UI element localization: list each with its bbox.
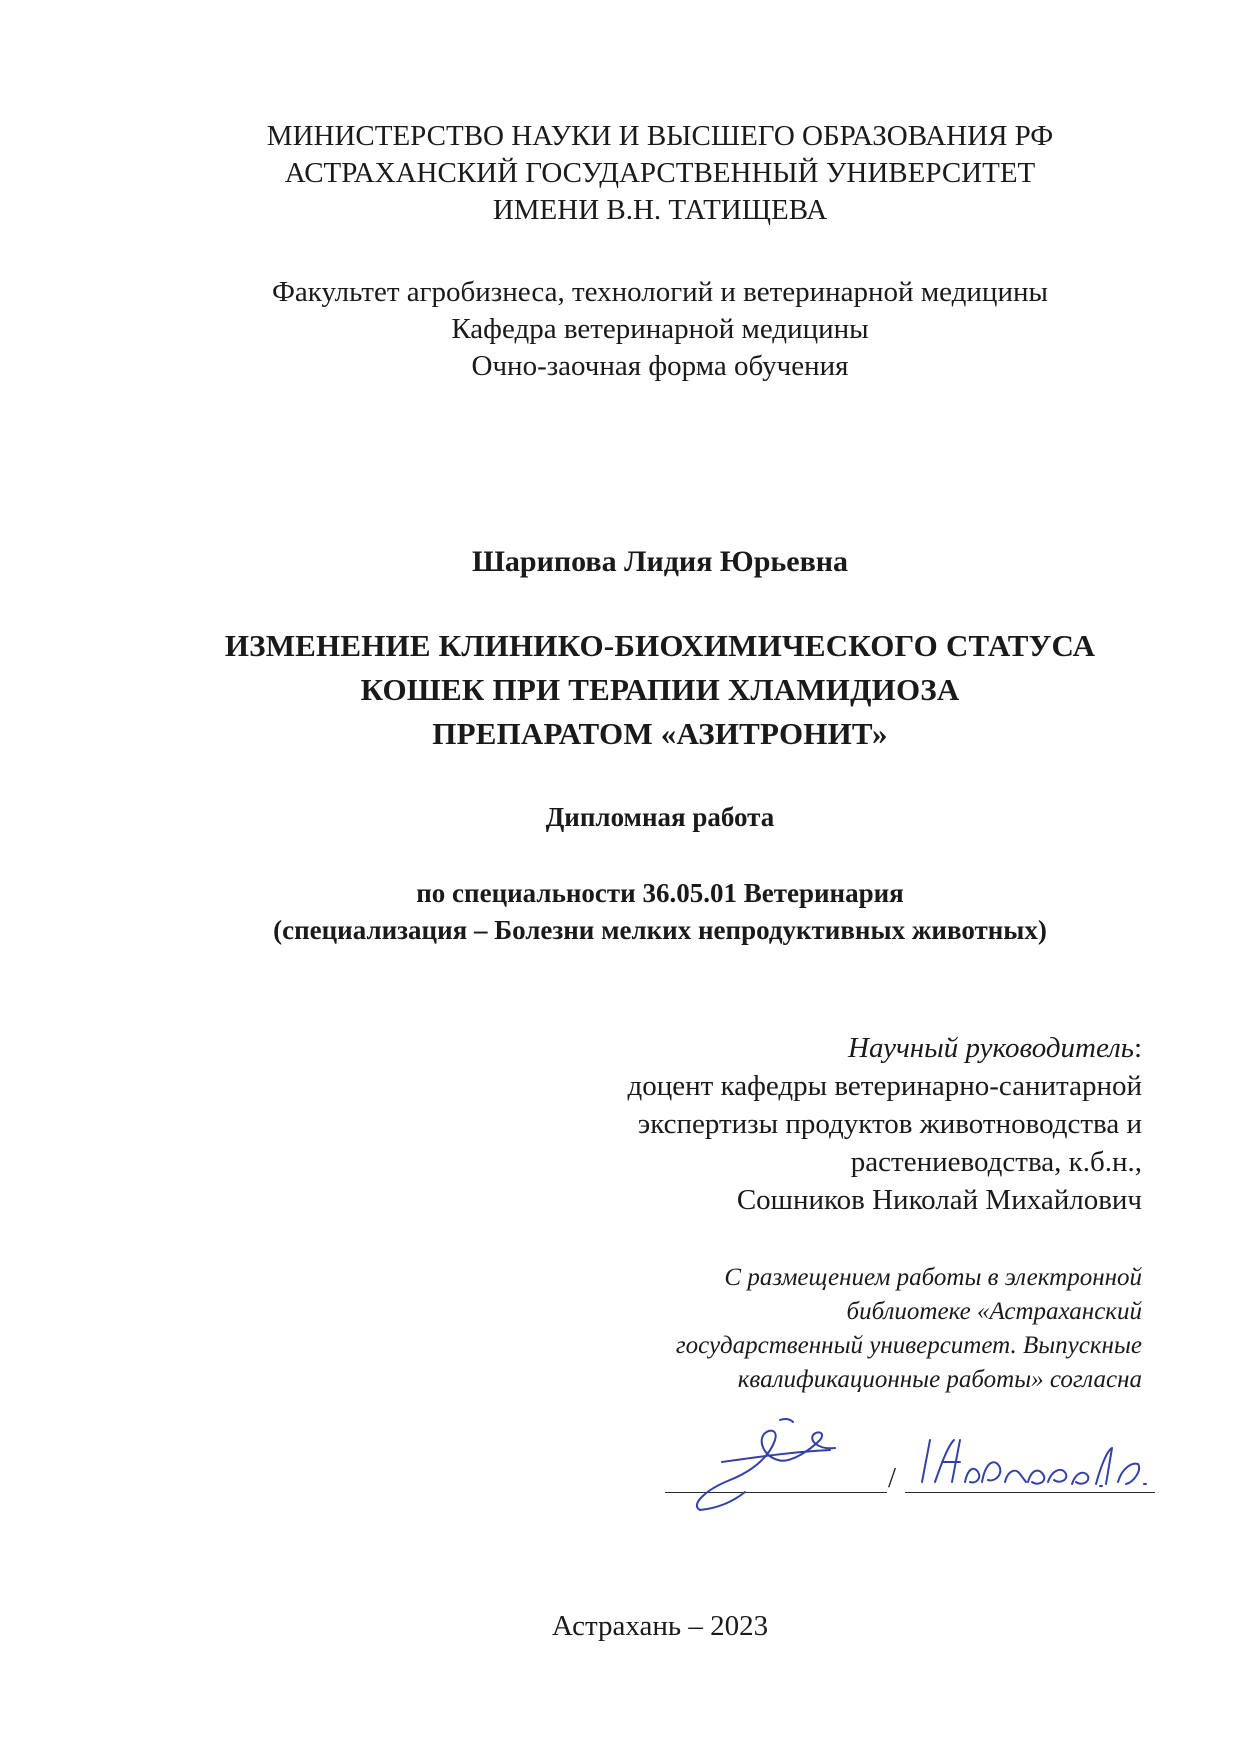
supervisor-name: Сошников Николай Михайлович: [736, 1184, 1142, 1216]
consent-line-2: библиотеке «Астраханский: [846, 1298, 1142, 1325]
place-and-year: Астрахань – 2023: [551, 1610, 769, 1642]
ministry-name: МИНИСТЕРСТВО НАУКИ И ВЫСШЕГО ОБРАЗОВАНИЯ РФ: [266, 120, 1054, 152]
supervisor-position-line-3: растениеводства, к.б.н.,: [850, 1146, 1142, 1178]
supervisor-position-line-1: доцент кафедры ветеринарно-санитарной: [627, 1070, 1142, 1102]
department-name: Кафедра ветеринарной медицины: [451, 313, 869, 345]
study-form: Очно-заочная форма обучения: [471, 350, 849, 382]
signature-area: [660, 1410, 1160, 1520]
supervisor-label: [848, 1030, 1142, 1066]
supervisor-label-colon: :: [1133, 1032, 1142, 1064]
author-name: Шарипова Лидия Юрьевна: [471, 545, 849, 578]
supervisor-position-line-2: экспертизы продуктов животноводства и: [637, 1108, 1142, 1140]
work-type: Дипломная работа: [545, 802, 775, 832]
university-named-after: ИМЕНИ В.Н. ТАТИЩЕВА: [492, 194, 828, 226]
consent-line-4: квалификационные работы» согласна: [737, 1366, 1142, 1393]
thesis-title-line-3: ПРЕПАРАТОМ «АЗИТРОНИТ»: [432, 716, 888, 751]
handwritten-signature-scribble: [660, 1410, 1160, 1520]
university-name: АСТРАХАНСКИЙ ГОСУДАРСТВЕННЫЙ УНИВЕРСИТЕТ: [284, 157, 1036, 189]
signature-separator: /: [888, 1462, 897, 1494]
consent-line-3: государственный университет. Выпускные: [675, 1332, 1142, 1359]
supervisor-label-text: Научный руководитель: [848, 1032, 1134, 1064]
thesis-title-line-2: КОШЕК ПРИ ТЕРАПИИ ХЛАМИДИОЗА: [360, 672, 960, 707]
consent-line-1: С размещением работы в электронной: [724, 1264, 1142, 1291]
specialty-line-1: по специальности 36.05.01 Ветеринария: [416, 878, 904, 908]
faculty-name: Факультет агробизнеса, технологий и ветеринарной медицины: [272, 276, 1048, 308]
thesis-title-line-1: ИЗМЕНЕНИЕ КЛИНИКО-БИОХИМИЧЕСКОГО СТАТУСА: [224, 628, 1096, 663]
specialty-line-2: (специализация – Болезни мелких непродуктивных животных): [273, 915, 1047, 945]
